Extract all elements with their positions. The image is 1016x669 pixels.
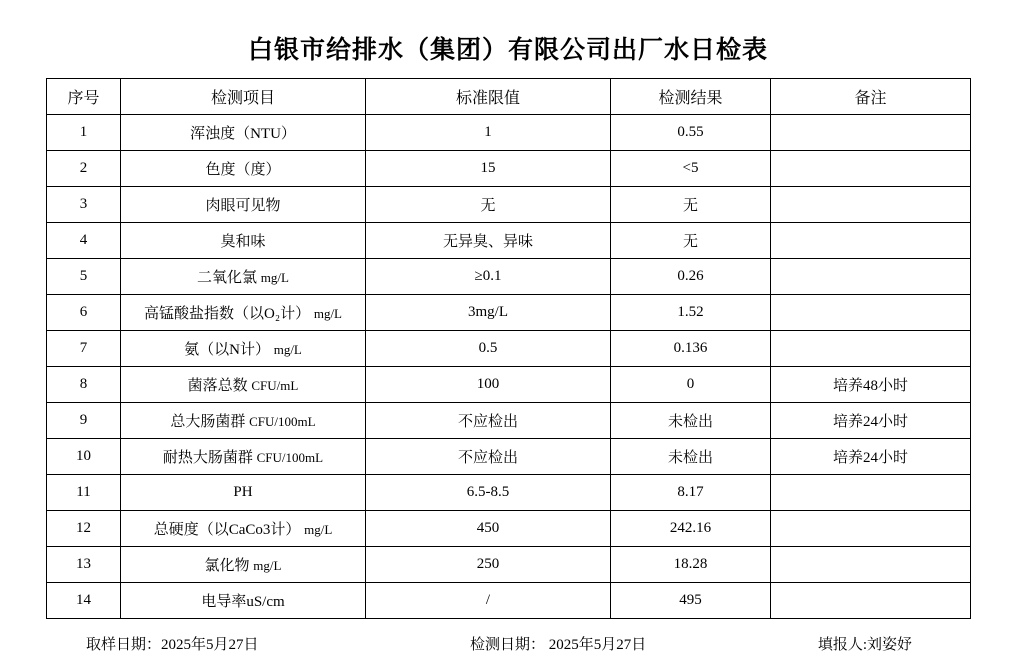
item-label: 总硬度（以CaCo3计）: [153, 522, 301, 538]
cell-result: 0.26: [611, 259, 771, 295]
table-header: [47, 79, 971, 115]
cell-result: 无: [611, 223, 771, 259]
item-label: 肉眼可见物: [205, 198, 281, 214]
cell-standard: 6.5-8.5: [366, 475, 611, 511]
table-body: [47, 115, 971, 619]
cell-item: [121, 403, 366, 439]
item-label: 二氧化氯: [197, 270, 258, 286]
cell-standard: 15: [366, 151, 611, 187]
cell-item: [121, 295, 366, 331]
cell-result: 242.16: [611, 511, 771, 547]
cell-item: [121, 331, 366, 367]
cell-item: [121, 475, 366, 511]
item-label: 浑浊度（NTU）: [190, 126, 296, 142]
cell-result: 495: [611, 583, 771, 619]
cell-no: 6: [47, 295, 121, 331]
cell-note: [771, 547, 971, 583]
cell-result: 1.52: [611, 295, 771, 331]
cell-note: [771, 187, 971, 223]
table-row: [47, 151, 971, 187]
cell-item: [121, 547, 366, 583]
cell-item: [121, 259, 366, 295]
table-row: [47, 259, 971, 295]
table-container: [0, 78, 1016, 619]
table-row: [47, 331, 971, 367]
cell-standard: 250: [366, 547, 611, 583]
table-row: [47, 223, 971, 259]
cell-no: 5: [47, 259, 121, 295]
table-row: [47, 367, 971, 403]
sample-date: 取样日期：2025年5月27日: [86, 637, 259, 653]
cell-no: 11: [47, 475, 121, 511]
item-unit: CFU/100mL: [256, 450, 324, 465]
cell-item: [121, 583, 366, 619]
cell-note: [771, 223, 971, 259]
cell-standard: ≥0.1: [366, 259, 611, 295]
reporter: 填报人:刘姿妤: [817, 637, 912, 653]
cell-no: 12: [47, 511, 121, 547]
item-label: 臭和味: [220, 234, 266, 250]
table-row: [47, 583, 971, 619]
cell-no: 4: [47, 223, 121, 259]
cell-standard: 450: [366, 511, 611, 547]
cell-note: [771, 475, 971, 511]
table-row: [47, 439, 971, 475]
footer: [0, 619, 1016, 654]
table-row: [47, 295, 971, 331]
cell-no: 3: [47, 187, 121, 223]
table-row: [47, 403, 971, 439]
item-unit: mg/L: [313, 306, 342, 321]
water-test-table: [46, 78, 971, 619]
cell-no: 10: [47, 439, 121, 475]
cell-result: 未检出: [611, 403, 771, 439]
test-date: 检测日期： 2025年5月27日: [470, 637, 647, 653]
cell-no: 2: [47, 151, 121, 187]
cell-result: 0.136: [611, 331, 771, 367]
item-label: 高锰酸盐指数（以O₂计）: [144, 306, 311, 322]
cell-note: 培养48小时: [771, 367, 971, 403]
cell-standard: 无异臭、异味: [366, 223, 611, 259]
cell-result: 18.28: [611, 547, 771, 583]
column-header-std: 标准限值: [366, 79, 611, 115]
item-unit: mg/L: [260, 270, 289, 285]
cell-note: [771, 295, 971, 331]
cell-result: 8.17: [611, 475, 771, 511]
cell-no: 9: [47, 403, 121, 439]
item-label: 氨（以N计）: [184, 342, 270, 358]
item-label: 电导率uS/cm: [201, 594, 285, 610]
cell-note: [771, 259, 971, 295]
cell-standard: 100: [366, 367, 611, 403]
cell-note: [771, 583, 971, 619]
item-unit: mg/L: [253, 558, 282, 573]
item-label: 菌落总数: [187, 378, 248, 394]
cell-standard: 不应检出: [366, 403, 611, 439]
item-unit: CFU/100mL: [249, 414, 316, 429]
cell-item: [121, 223, 366, 259]
cell-item: [121, 511, 366, 547]
item-unit: mg/L: [273, 342, 302, 357]
cell-no: 13: [47, 547, 121, 583]
cell-result: 0: [611, 367, 771, 403]
cell-item: [121, 439, 366, 475]
cell-note: 培养24小时: [771, 439, 971, 475]
column-header-note: 备注: [771, 79, 971, 115]
cell-result: 无: [611, 187, 771, 223]
item-label: 氯化物: [204, 558, 250, 574]
cell-standard: /: [366, 583, 611, 619]
cell-item: [121, 151, 366, 187]
cell-no: 1: [47, 115, 121, 151]
cell-note: [771, 511, 971, 547]
column-header-item: 检测项目: [121, 79, 366, 115]
cell-standard: 3mg/L: [366, 295, 611, 331]
cell-standard: 1: [366, 115, 611, 151]
cell-note: 培养24小时: [771, 403, 971, 439]
item-label: 耐热大肠菌群: [162, 450, 253, 466]
item-unit: mg/L: [304, 522, 333, 537]
cell-item: [121, 187, 366, 223]
cell-no: 8: [47, 367, 121, 403]
item-label: 总大肠菌群: [170, 414, 246, 430]
table-row: [47, 187, 971, 223]
item-label: 色度（度）: [205, 162, 281, 178]
cell-no: 14: [47, 583, 121, 619]
table-row: [47, 475, 971, 511]
cell-result: <5: [611, 151, 771, 187]
table-row: [47, 547, 971, 583]
cell-note: [771, 115, 971, 151]
item-label: PH: [233, 484, 253, 500]
cell-note: [771, 151, 971, 187]
cell-item: [121, 367, 366, 403]
table-row: [47, 115, 971, 151]
column-header-result: 检测结果: [611, 79, 771, 115]
table-header-row: [47, 79, 971, 115]
cell-item: [121, 115, 366, 151]
page-title: 白银市给排水（集团）有限公司出厂水日检表: [247, 37, 768, 64]
column-header-no: 序号: [47, 79, 121, 115]
table-row: [47, 511, 971, 547]
cell-standard: 0.5: [366, 331, 611, 367]
cell-result: 未检出: [611, 439, 771, 475]
cell-standard: 不应检出: [366, 439, 611, 475]
cell-note: [771, 331, 971, 367]
cell-standard: 无: [366, 187, 611, 223]
cell-no: 7: [47, 331, 121, 367]
cell-result: 0.55: [611, 115, 771, 151]
item-unit: CFU/mL: [251, 378, 299, 393]
